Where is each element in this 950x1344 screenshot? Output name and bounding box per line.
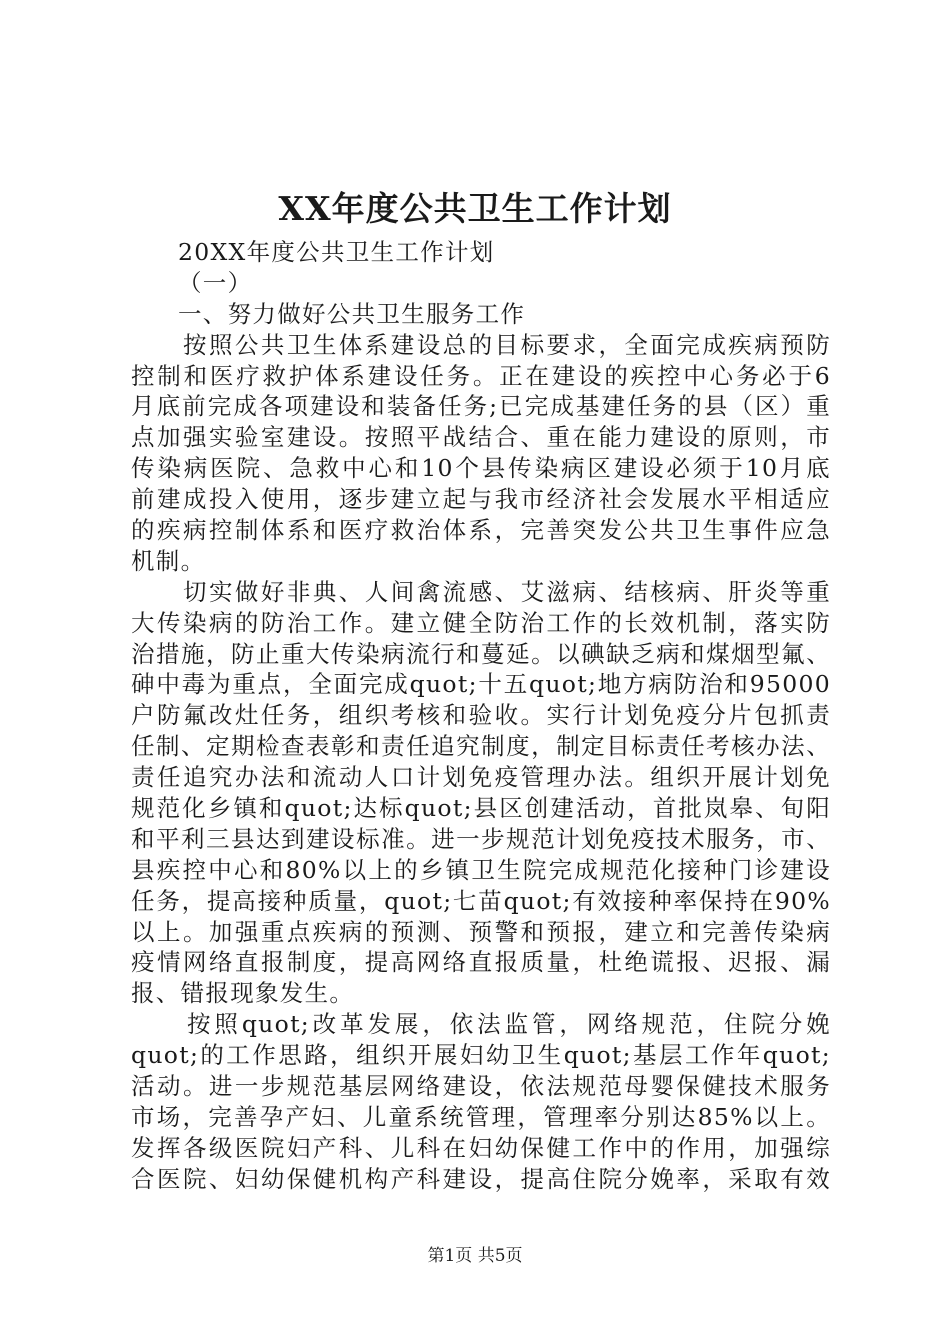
paragraph-line: 切实做好非典、人间禽流感、艾滋病、结核病、肝炎等重 bbox=[183, 577, 831, 606]
paragraph-line: 按照公共卫生体系建设总的目标要求，全面完成疾病预防 bbox=[183, 330, 831, 359]
paragraph-line: 县疾控中心和80%以上的乡镇卫生院完成规范化接种门诊建设 bbox=[131, 855, 831, 884]
paragraph-line: 控制和医疗救护体系建设任务。正在建设的疾控中心务必于6 bbox=[131, 361, 831, 390]
page-footer bbox=[0, 1244, 950, 1268]
paragraph-line: 责任追究办法和流动人口计划免疫管理办法。组织开展计划免 bbox=[131, 763, 831, 792]
page-number-label: 第1页 共5页 bbox=[427, 1246, 523, 1266]
paragraph-line: 点加强实验室建设。按照平战结合、重在能力建设的原则，市 bbox=[131, 423, 831, 452]
paragraph-line: 发挥各级医院妇产科、儿科在妇幼保健工作中的作用，加强综 bbox=[131, 1133, 831, 1162]
paragraph-line: 月底前完成各项建设和装备任务;已完成基建任务的县（区）重 bbox=[131, 392, 831, 421]
paragraph-line: 以上。加强重点疾病的预测、预警和预报，建立和完善传染病 bbox=[131, 917, 831, 946]
paragraph-line: 前建成投入使用，逐步建立起与我市经济社会发展水平相适应 bbox=[131, 485, 831, 514]
paragraph-line: 市场，完善孕产妇、儿童系统管理，管理率分别达85%以上。 bbox=[131, 1102, 831, 1131]
paragraph-line: 按照quot;改革发展，依法监管，网络规范，住院分娩 bbox=[187, 1010, 831, 1039]
paragraph-1 bbox=[131, 330, 831, 577]
paragraph-line: 规范化乡镇和quot;达标quot;县区创建活动，首批岚皋、旬阳 bbox=[131, 794, 831, 823]
paragraph-line: quot;的工作思路，组织开展妇幼卫生quot;基层工作年quot; bbox=[131, 1041, 831, 1070]
paragraph-line: 机制。 bbox=[131, 546, 206, 575]
paragraph-line: 传染病医院、急救中心和10个县传染病区建设必须于10月底 bbox=[131, 454, 831, 483]
document-title: XX年度公共卫生工作计划 bbox=[278, 189, 672, 228]
section-heading: 一、努力做好公共卫生服务工作 bbox=[178, 299, 526, 328]
paragraph-line: 活动。进一步规范基层网络建设，依法规范母婴保健技术服务 bbox=[131, 1072, 831, 1101]
paragraph-line: 报、错报现象发生。 bbox=[131, 979, 355, 1008]
paragraph-line: 任务，提高接种质量，quot;七苗quot;有效接种率保持在90% bbox=[131, 886, 831, 915]
paragraph-line: 疫情网络直报制度，提高网络直报质量，杜绝谎报、迟报、漏 bbox=[131, 948, 831, 977]
section-marker: （一） bbox=[178, 268, 253, 297]
document-body bbox=[131, 237, 831, 1195]
paragraph-line: 治措施，防止重大传染病流行和蔓延。以碘缺乏病和煤烟型氟、 bbox=[131, 639, 831, 668]
paragraph-line: 大传染病的防治工作。建立健全防治工作的长效机制，落实防 bbox=[131, 608, 831, 637]
paragraph-line: 砷中毒为重点，全面完成quot;十五quot;地方病防治和95000 bbox=[131, 670, 831, 699]
document-subtitle: 20XX年度公共卫生工作计划 bbox=[178, 238, 495, 266]
paragraph-line: 任制、定期检查表彰和责任追究制度，制定目标责任考核办法、 bbox=[131, 732, 831, 761]
paragraph-2 bbox=[131, 577, 831, 1009]
paragraph-line: 合医院、妇幼保健机构产科建设，提高住院分娩率，采取有效 bbox=[131, 1164, 831, 1193]
paragraph-line: 的疾病控制体系和医疗救治体系，完善突发公共卫生事件应急 bbox=[131, 516, 831, 545]
paragraph-3 bbox=[131, 1009, 831, 1194]
paragraph-line: 和平利三县达到建设标准。进一步规范计划免疫技术服务，市、 bbox=[131, 824, 831, 853]
paragraph-line: 户防氟改灶任务，组织考核和验收。实行计划免疫分片包抓责 bbox=[131, 701, 831, 730]
